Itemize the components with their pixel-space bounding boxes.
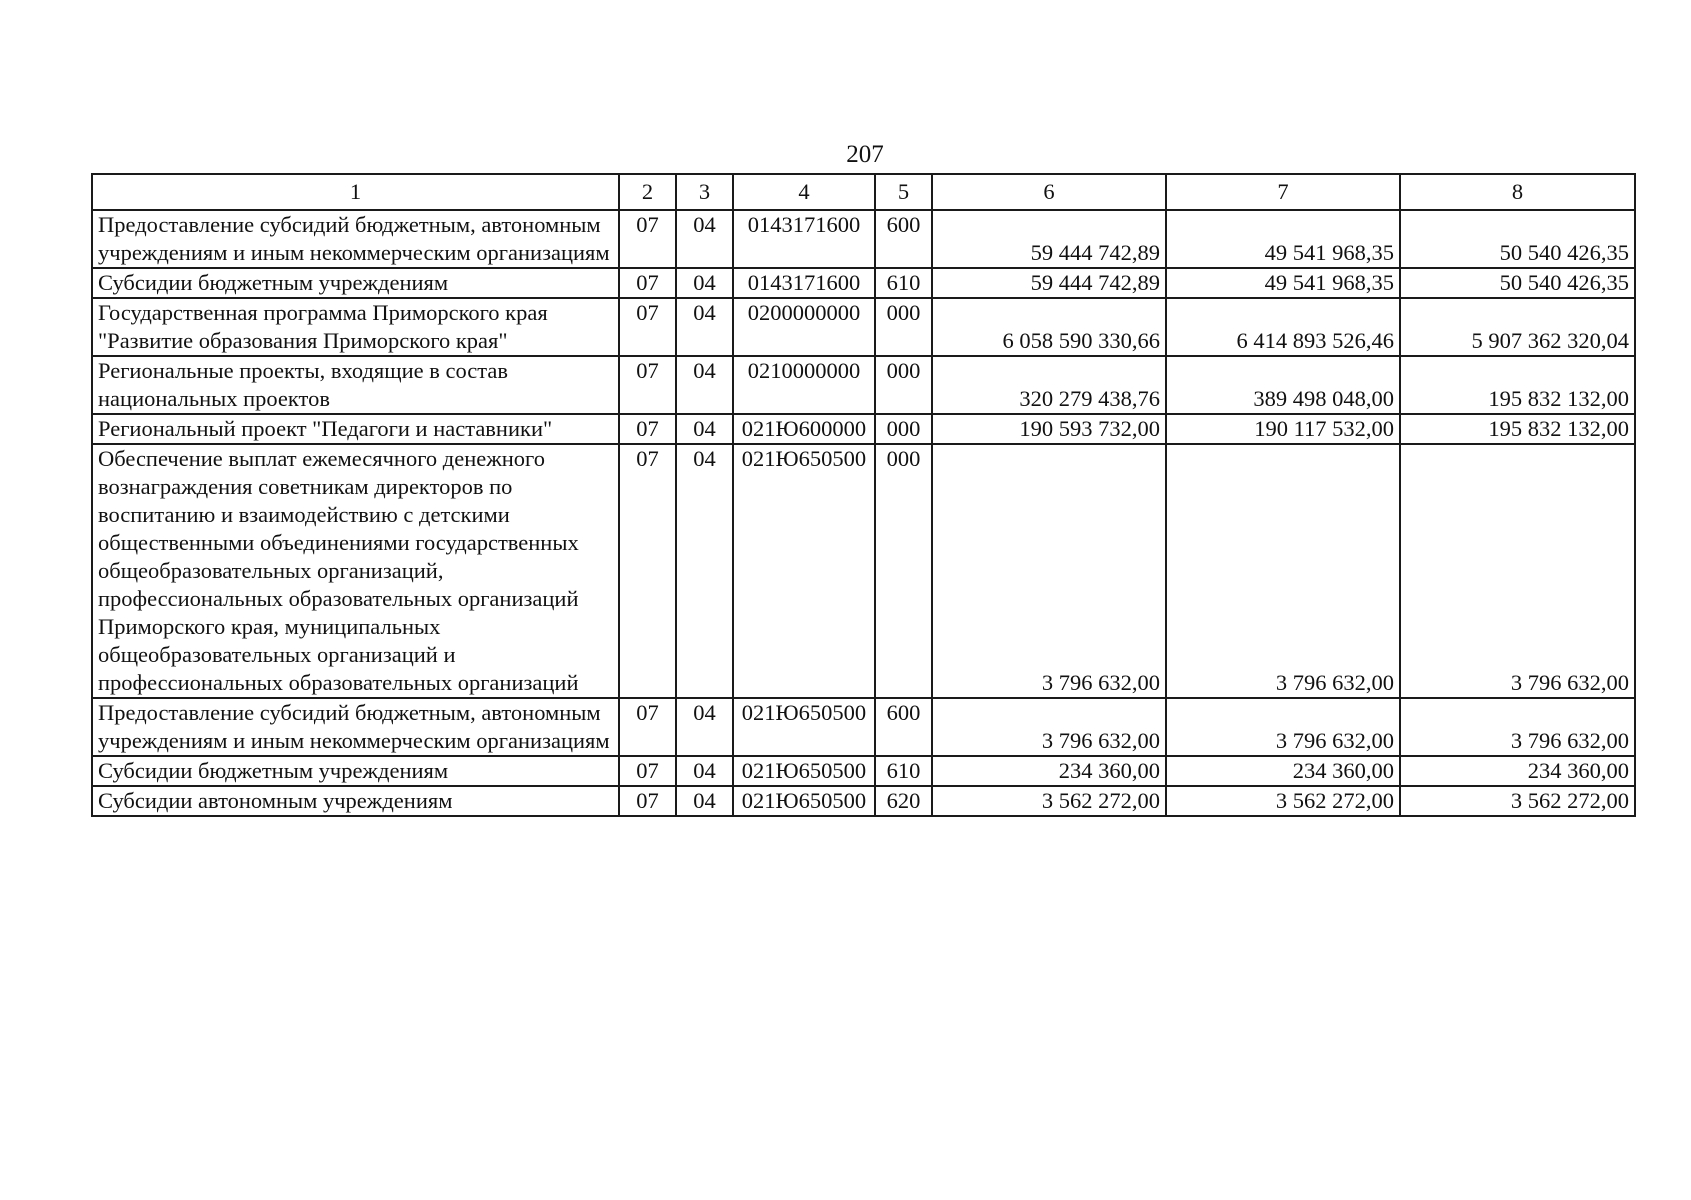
target-article-cell: 0210000000 <box>733 356 875 414</box>
row-name-cell: Региональный проект "Педагоги и наставники" <box>92 414 619 444</box>
amount-col-8-cell: 195 832 132,00 <box>1400 414 1635 444</box>
amount-col-6-cell: 320 279 438,76 <box>932 356 1166 414</box>
table-body <box>92 174 1635 816</box>
row-name-cell: Обеспечение выплат ежемесячного денежного вознаграждения советникам директоров по воспитанию и взаимодействию с детскими общественными объединениями государственных общеобразовательных организаций, профессиональных образовательных организаций Приморского края, муниципальных общеобразовательных организаций и профессиональных образовательных организаций <box>92 444 619 698</box>
row-name-cell: Предоставление субсидий бюджетным, автономным учреждениям и иным некоммерческим организациям <box>92 698 619 756</box>
expense-type-cell: 610 <box>875 756 932 786</box>
amount-col-8-cell: 50 540 426,35 <box>1400 210 1635 268</box>
target-article-cell: 021Ю650500 <box>733 756 875 786</box>
amount-col-7-cell: 3 796 632,00 <box>1166 444 1400 698</box>
amount-col-7-cell: 3 796 632,00 <box>1166 698 1400 756</box>
budget-table <box>91 173 1636 817</box>
amount-col-6-cell: 190 593 732,00 <box>932 414 1166 444</box>
amount-col-8-cell: 3 796 632,00 <box>1400 698 1635 756</box>
amount-col-6-cell: 3 796 632,00 <box>932 698 1166 756</box>
section-code-cell: 07 <box>619 298 676 356</box>
amount-col-6-cell: 3 562 272,00 <box>932 786 1166 816</box>
table-row <box>92 210 1635 268</box>
expense-type-cell: 000 <box>875 414 932 444</box>
section-code-cell: 07 <box>619 444 676 698</box>
target-article-cell: 021Ю650500 <box>733 698 875 756</box>
amount-col-7-cell: 6 414 893 526,46 <box>1166 298 1400 356</box>
section-code-cell: 07 <box>619 698 676 756</box>
amount-col-6-cell: 59 444 742,89 <box>932 268 1166 298</box>
row-name-cell: Субсидии бюджетным учреждениям <box>92 268 619 298</box>
amount-col-6-cell: 6 058 590 330,66 <box>932 298 1166 356</box>
expense-type-cell: 620 <box>875 786 932 816</box>
row-name-cell: Региональные проекты, входящие в состав национальных проектов <box>92 356 619 414</box>
amount-col-7-cell: 49 541 968,35 <box>1166 268 1400 298</box>
expense-type-cell: 000 <box>875 298 932 356</box>
row-name-cell: Предоставление субсидий бюджетным, автономным учреждениям и иным некоммерческим организациям <box>92 210 619 268</box>
expense-type-cell: 000 <box>875 356 932 414</box>
target-article-cell: 0200000000 <box>733 298 875 356</box>
amount-col-7-cell: 234 360,00 <box>1166 756 1400 786</box>
target-article-cell: 0143171600 <box>733 268 875 298</box>
column-header-3: 3 <box>676 174 733 210</box>
expense-type-cell: 600 <box>875 698 932 756</box>
amount-col-6-cell: 3 796 632,00 <box>932 444 1166 698</box>
amount-col-8-cell: 195 832 132,00 <box>1400 356 1635 414</box>
row-name-cell: Субсидии бюджетным учреждениям <box>92 756 619 786</box>
subsection-code-cell: 04 <box>676 268 733 298</box>
expense-type-cell: 610 <box>875 268 932 298</box>
section-code-cell: 07 <box>619 356 676 414</box>
amount-col-8-cell: 5 907 362 320,04 <box>1400 298 1635 356</box>
amount-col-8-cell: 234 360,00 <box>1400 756 1635 786</box>
amount-col-7-cell: 389 498 048,00 <box>1166 356 1400 414</box>
column-header-2: 2 <box>619 174 676 210</box>
table-row <box>92 786 1635 816</box>
table-row <box>92 444 1635 698</box>
target-article-cell: 021Ю650500 <box>733 444 875 698</box>
table-row <box>92 414 1635 444</box>
section-code-cell: 07 <box>619 210 676 268</box>
column-header-1: 1 <box>92 174 619 210</box>
subsection-code-cell: 04 <box>676 298 733 356</box>
row-name-cell: Государственная программа Приморского края "Развитие образования Приморского края" <box>92 298 619 356</box>
target-article-cell: 021Ю650500 <box>733 786 875 816</box>
amount-col-7-cell: 190 117 532,00 <box>1166 414 1400 444</box>
column-header-6: 6 <box>932 174 1166 210</box>
amount-col-8-cell: 3 562 272,00 <box>1400 786 1635 816</box>
subsection-code-cell: 04 <box>676 210 733 268</box>
column-header-7: 7 <box>1166 174 1400 210</box>
subsection-code-cell: 04 <box>676 786 733 816</box>
table-header-row <box>92 174 1635 210</box>
table-row <box>92 298 1635 356</box>
page-number: 207 <box>846 141 884 168</box>
section-code-cell: 07 <box>619 756 676 786</box>
table-row <box>92 268 1635 298</box>
section-code-cell: 07 <box>619 786 676 816</box>
column-header-4: 4 <box>733 174 875 210</box>
row-name-cell: Субсидии автономным учреждениям <box>92 786 619 816</box>
amount-col-7-cell: 49 541 968,35 <box>1166 210 1400 268</box>
subsection-code-cell: 04 <box>676 356 733 414</box>
expense-type-cell: 000 <box>875 444 932 698</box>
section-code-cell: 07 <box>619 414 676 444</box>
table-row <box>92 698 1635 756</box>
target-article-cell: 021Ю600000 <box>733 414 875 444</box>
section-code-cell: 07 <box>619 268 676 298</box>
table-row <box>92 756 1635 786</box>
table-row <box>92 356 1635 414</box>
amount-col-7-cell: 3 562 272,00 <box>1166 786 1400 816</box>
amount-col-8-cell: 3 796 632,00 <box>1400 444 1635 698</box>
subsection-code-cell: 04 <box>676 698 733 756</box>
column-header-8: 8 <box>1400 174 1635 210</box>
subsection-code-cell: 04 <box>676 444 733 698</box>
column-header-5: 5 <box>875 174 932 210</box>
amount-col-6-cell: 234 360,00 <box>932 756 1166 786</box>
expense-type-cell: 600 <box>875 210 932 268</box>
amount-col-6-cell: 59 444 742,89 <box>932 210 1166 268</box>
subsection-code-cell: 04 <box>676 414 733 444</box>
amount-col-8-cell: 50 540 426,35 <box>1400 268 1635 298</box>
subsection-code-cell: 04 <box>676 756 733 786</box>
target-article-cell: 0143171600 <box>733 210 875 268</box>
